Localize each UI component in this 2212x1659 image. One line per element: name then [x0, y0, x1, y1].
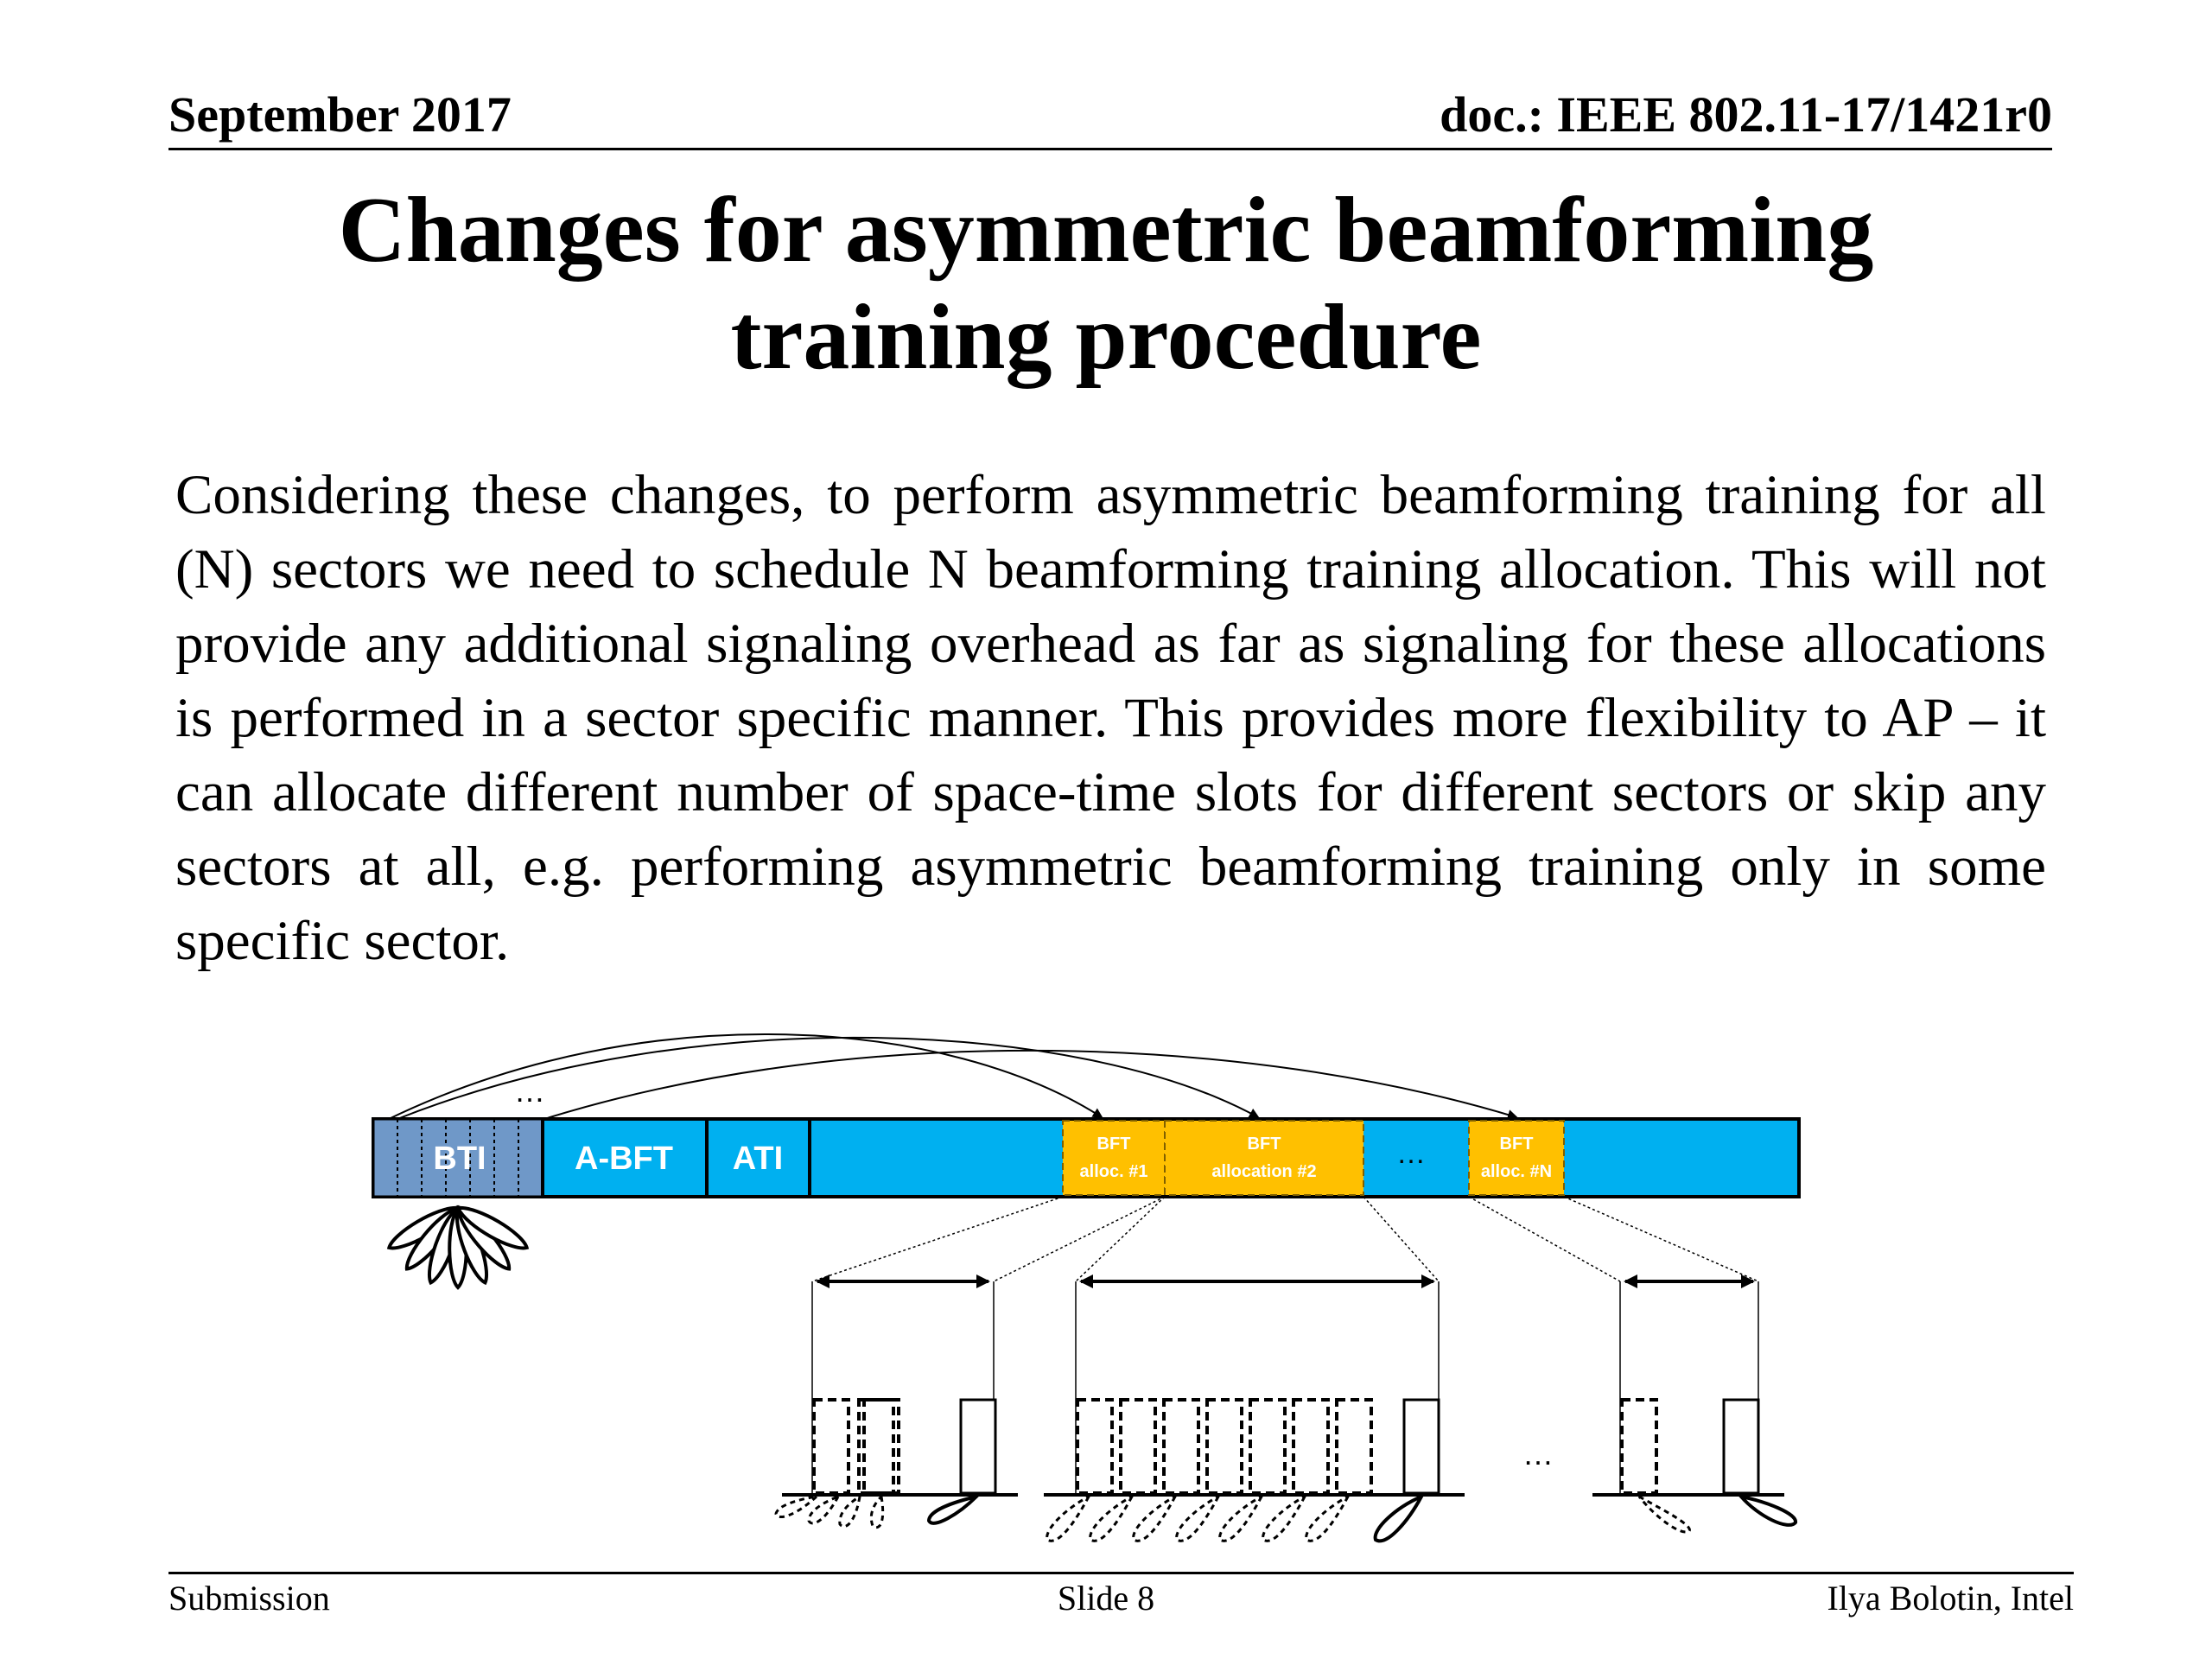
bft-alloc-1-line1: BFT: [1096, 1135, 1131, 1154]
ap-sector-beams: [385, 1201, 531, 1287]
bti-label: BTI: [433, 1141, 486, 1177]
superframe-bar: [373, 1119, 1799, 1197]
bft-alloc-n-line1: BFT: [1499, 1135, 1534, 1154]
bar-ellipsis: …: [1396, 1137, 1426, 1170]
schedule-arcs: [389, 1034, 1516, 1119]
bft-alloc-2: [1165, 1121, 1363, 1195]
ati-label: ATI: [732, 1141, 784, 1177]
alloc-n-detail: [1592, 1281, 1796, 1532]
body-paragraph: Considering these changes, to perform asymmetric beamforming training for all (N) sectors we need to schedule N beamforming training allocation. This will not provide any additional signaling overhead as far as signaling for these allocations is performed in a sector specific manner. This provides more flexibility to AP – it can allocate different number of space-time slots for different sectors or skip any sectors at all, e.g. performing asymmetric beamforming training only in some specific sector.: [175, 464, 2046, 972]
abft-label: A-BFT: [575, 1141, 673, 1177]
bft-alloc-1: [1063, 1121, 1165, 1195]
bft-alloc-2-line1: BFT: [1247, 1135, 1281, 1154]
header-date: September 2017: [168, 86, 512, 143]
arcs-ellipsis: …: [514, 1073, 545, 1109]
bft-alloc-1-line2: alloc. #1: [1079, 1162, 1148, 1181]
detail-ellipsis: …: [1522, 1436, 1554, 1471]
footer-author: Ilya Bolotin, Intel: [1827, 1579, 2074, 1618]
alloc-2-detail: [1044, 1281, 1465, 1541]
footer-slide-number: Slide 8: [1057, 1579, 1155, 1618]
bft-alloc-2-line2: allocation #2: [1211, 1162, 1317, 1181]
footer-rule: [168, 1572, 2074, 1574]
alloc-1-detail: [776, 1281, 1018, 1528]
bft-alloc-n: [1469, 1121, 1564, 1195]
zoom-lines: [812, 1197, 1758, 1281]
footer-submission: Submission: [168, 1579, 330, 1618]
header-doc-id: doc.: IEEE 802.11-17/1421r0: [1440, 86, 2052, 143]
title-line-1: Changes for asymmetric beamforming: [338, 179, 1874, 282]
bft-alloc-n-line2: alloc. #N: [1480, 1162, 1553, 1181]
title-line-2: training procedure: [730, 286, 1482, 389]
